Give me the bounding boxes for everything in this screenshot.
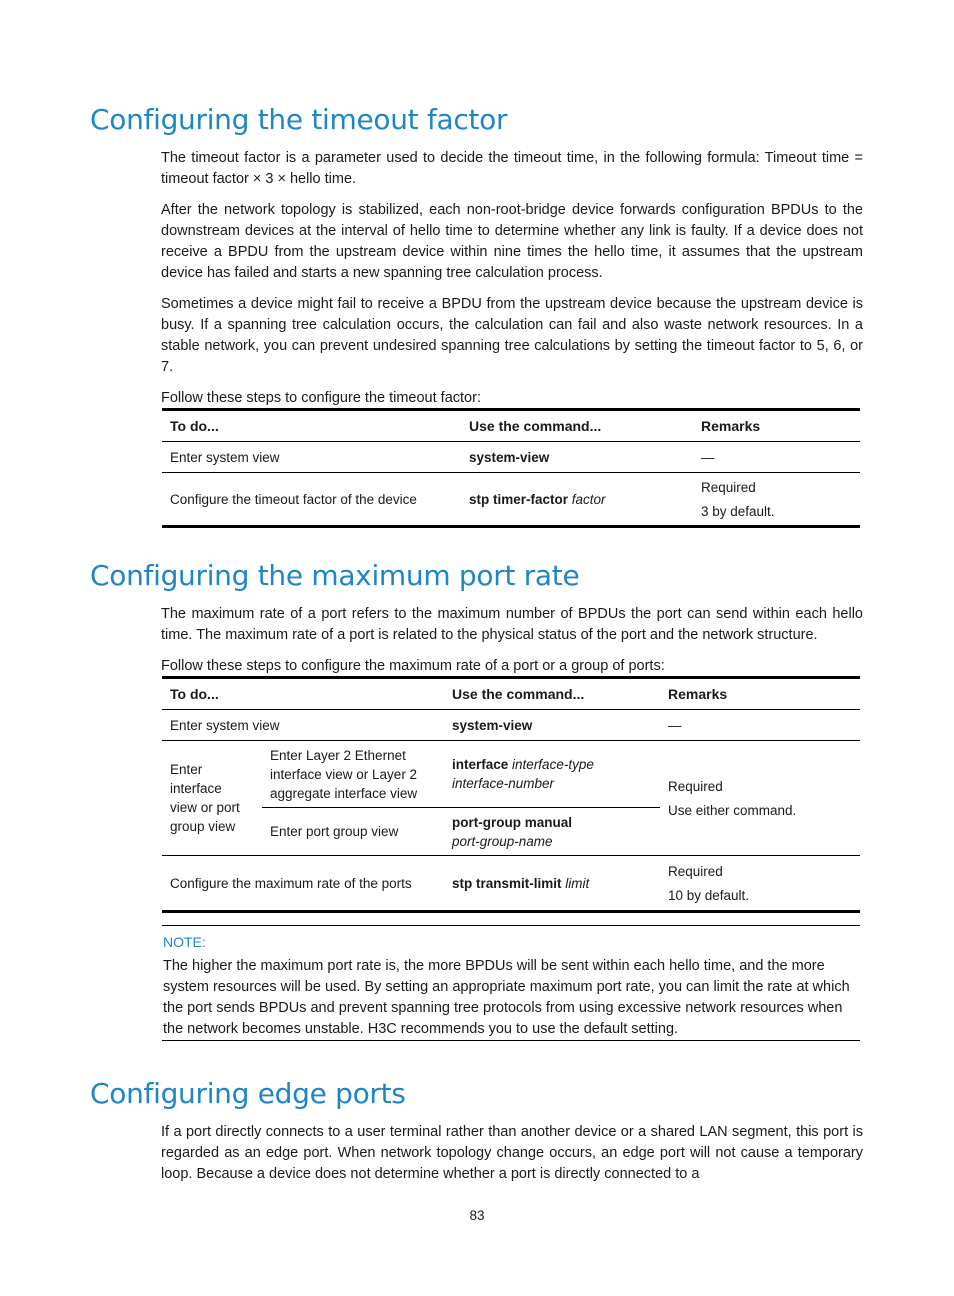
table-row: [162, 442, 860, 473]
command-argument: limit: [565, 875, 590, 891]
remarks-cell: —: [701, 449, 715, 465]
command-cell: [444, 808, 660, 856]
remarks-line: Required: [701, 479, 756, 495]
command-keyword: system-view: [452, 717, 533, 733]
command-cell: [444, 741, 660, 808]
table-row: [162, 856, 860, 912]
paragraph: If a port directly connects to a user terminal rather than another device or a shared LAN segment, this port is regarded as an edge port. When network topology change occurs, an edge port will not cause a temporary loop. Because a device does not determine whether a port is directly connected to a: [161, 1124, 863, 1182]
todo-cell: Enter Layer 2 Ethernet interface view or Layer 2 aggregate interface view: [262, 741, 444, 808]
timeout-factor-table: [162, 408, 860, 528]
note-box: [162, 925, 860, 1041]
remarks-line: Required: [668, 863, 723, 879]
todo-cell: Configure the maximum rate of the ports: [162, 856, 444, 912]
command-keyword: port-group manual: [452, 814, 572, 830]
section-title-timeout-factor: Configuring the timeout factor: [90, 103, 508, 136]
paragraph: Sometimes a device might fail to receive a BPDU from the upstream device because the upstream device is busy. If a spanning tree calculation occurs, the calculation can fail and also waste network resources. In a stable network, you can prevent undesired spanning tree calculations by setting the timeout factor to 5, 6, or 7.: [161, 296, 863, 375]
todo-cell: Enter system view: [170, 449, 280, 465]
column-header: To do...: [162, 410, 461, 442]
section-title-max-port-rate: Configuring the maximum port rate: [90, 559, 580, 592]
remarks-line: Use either command.: [668, 802, 797, 818]
remarks-line: 10 by default.: [668, 887, 750, 903]
paragraph: After the network topology is stabilized, each non-root-bridge device forwards configuration BPDUs to the downstream devices at the interval of hello time to determine whether any link is faulty. If a device does not receive a BPDU from the upstream device within nine times the hello time, it assumes that the upstream device has failed and starts a new spanning tree calculation process.: [161, 202, 863, 281]
command-cell: [444, 710, 660, 741]
command-cell: [444, 856, 660, 912]
command-argument: factor: [571, 491, 606, 507]
table-row: [162, 473, 860, 527]
command-cell: [461, 442, 693, 473]
command-keyword: system-view: [469, 449, 550, 465]
paragraph: The timeout factor is a parameter used to decide the timeout time, in the following formula: Timeout time = timeout factor × 3 × hello time.: [161, 150, 863, 187]
command-keyword: stp timer-factor: [469, 491, 569, 507]
todo-cell: Configure the timeout factor of the device: [162, 473, 461, 527]
table-intro: Follow these steps to configure the timeout factor:: [161, 390, 481, 406]
group-label-cell: Enter interface view or port group view: [162, 741, 262, 856]
command-keyword: stp transmit-limit: [452, 875, 562, 891]
paragraph: The maximum rate of a port refers to the maximum number of BPDUs the port can send within each hello time. The maximum rate of a port is related to the physical status of the port and the network structure.: [161, 606, 863, 643]
remarks-line: Required: [668, 778, 723, 794]
remarks-line: 3 by default.: [701, 503, 775, 519]
command-argument: port-group-name: [452, 833, 553, 849]
column-header: Use the command...: [461, 410, 693, 442]
max-port-rate-table: [162, 676, 860, 913]
page-number: 83: [469, 1208, 485, 1223]
todo-cell: Enter system view: [170, 717, 280, 733]
note-text: The higher the maximum port rate is, the more BPDUs will be sent within each hello time, and the more system resources will be used. By setting an appropriate maximum port rate, you can limit the rate at which the port sends BPDUs and prevent spanning tree protocols from using excessive network resources when the network becomes unstable. H3C recommends you to use the default setting.: [163, 958, 850, 1037]
remarks-cell: [693, 473, 860, 527]
column-header: Remarks: [693, 410, 860, 442]
column-header: To do...: [162, 678, 444, 710]
remarks-cell: [660, 856, 860, 912]
table-row: [162, 710, 860, 741]
column-header: Remarks: [660, 678, 860, 710]
column-header: Use the command...: [444, 678, 660, 710]
remarks-cell: —: [668, 717, 682, 733]
table-intro: Follow these steps to configure the maximum rate of a port or a group of ports:: [161, 658, 665, 674]
section-title-edge-ports: Configuring edge ports: [90, 1077, 406, 1110]
command-keyword: interface: [452, 757, 509, 772]
command-argument: interface-type interface-number: [452, 757, 594, 791]
table-row: [162, 741, 860, 808]
note-label: NOTE:: [163, 934, 206, 950]
command-cell: [461, 473, 693, 527]
remarks-cell: [660, 741, 860, 856]
todo-cell: Enter port group view: [262, 808, 444, 856]
